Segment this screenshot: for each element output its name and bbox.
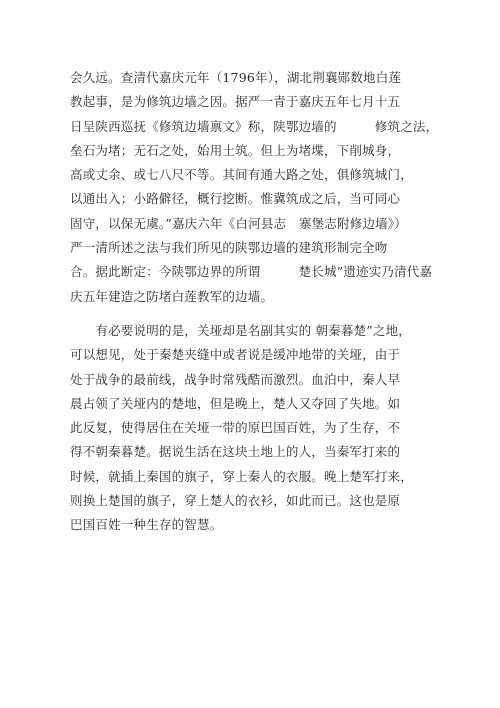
text-line: 严一清所述之法与我们所见的陕鄂边墙的建筑形制完全吻	[70, 240, 388, 256]
text-line: 有必要说明的是，关垭却是名副其实的 朝秦暮楚”之地，	[70, 322, 411, 338]
text-line: 固守，以保无虞。”嘉庆六年《白河县志 寨堡志附修边墙》）	[70, 215, 407, 231]
body-text	[70, 66, 440, 538]
text-line: 会久远。查清代嘉庆元年（1796年），湖北荆襄郧数地白莲	[70, 70, 402, 85]
text-line: 得不朝秦暮楚。据说生活在这块土地上的人，当秦军打来的	[70, 444, 401, 460]
text-line: 此反复，使得居住在关垭一带的原巴国百姓，为了生存，不	[70, 420, 401, 436]
text-line: 教起事，是为修筑边墙之因。据严一青于嘉庆五年七月十五	[70, 94, 401, 110]
text-line: 日呈陕西巡抚《修筑边墙禀文》称，陕鄂边墙的 修筑之法，	[70, 118, 439, 134]
paragraph-1	[70, 66, 440, 309]
text-line: 处于战争的最前线，战争时常残酷而激烈。血泊中，秦人早	[70, 371, 401, 387]
text-line: 垒石为堵；无石之处，始用土筑。但上为堵堞，下削城身，	[70, 142, 401, 158]
text-line: 以通出入；小路僻径，概行挖断。惟冀筑成之后，当可同心	[70, 191, 401, 207]
text-line: 可以想见，处于秦楚夹缝中或者说是缓冲地带的关垭，由于	[70, 347, 401, 363]
text-line: 则换上楚国的旗子，穿上楚人的衣衫，如此而已。这也是原	[70, 493, 401, 509]
paragraph-2	[70, 319, 440, 538]
text-line: 庆五年建造之防堵白莲教军的边墙。	[70, 288, 274, 304]
text-line: 晨占领了关垭内的楚地，但是晚上，楚人又夺回了失地。如	[70, 395, 401, 411]
text-line: 合。据此断定：今陕鄂边界的所谓 楚长城”遗迹实乃清代嘉	[70, 264, 433, 280]
text-line: 高或丈余、或七八尺不等。其间有通大路之处，俱修筑城门，	[70, 167, 413, 183]
text-line: 时候，就插上秦国的旗子，穿上秦人的衣服。晚上楚军打来，	[70, 468, 413, 484]
paragraph-gap	[70, 309, 440, 319]
text-line: 巴国百姓一种生存的智慧。	[70, 517, 223, 533]
